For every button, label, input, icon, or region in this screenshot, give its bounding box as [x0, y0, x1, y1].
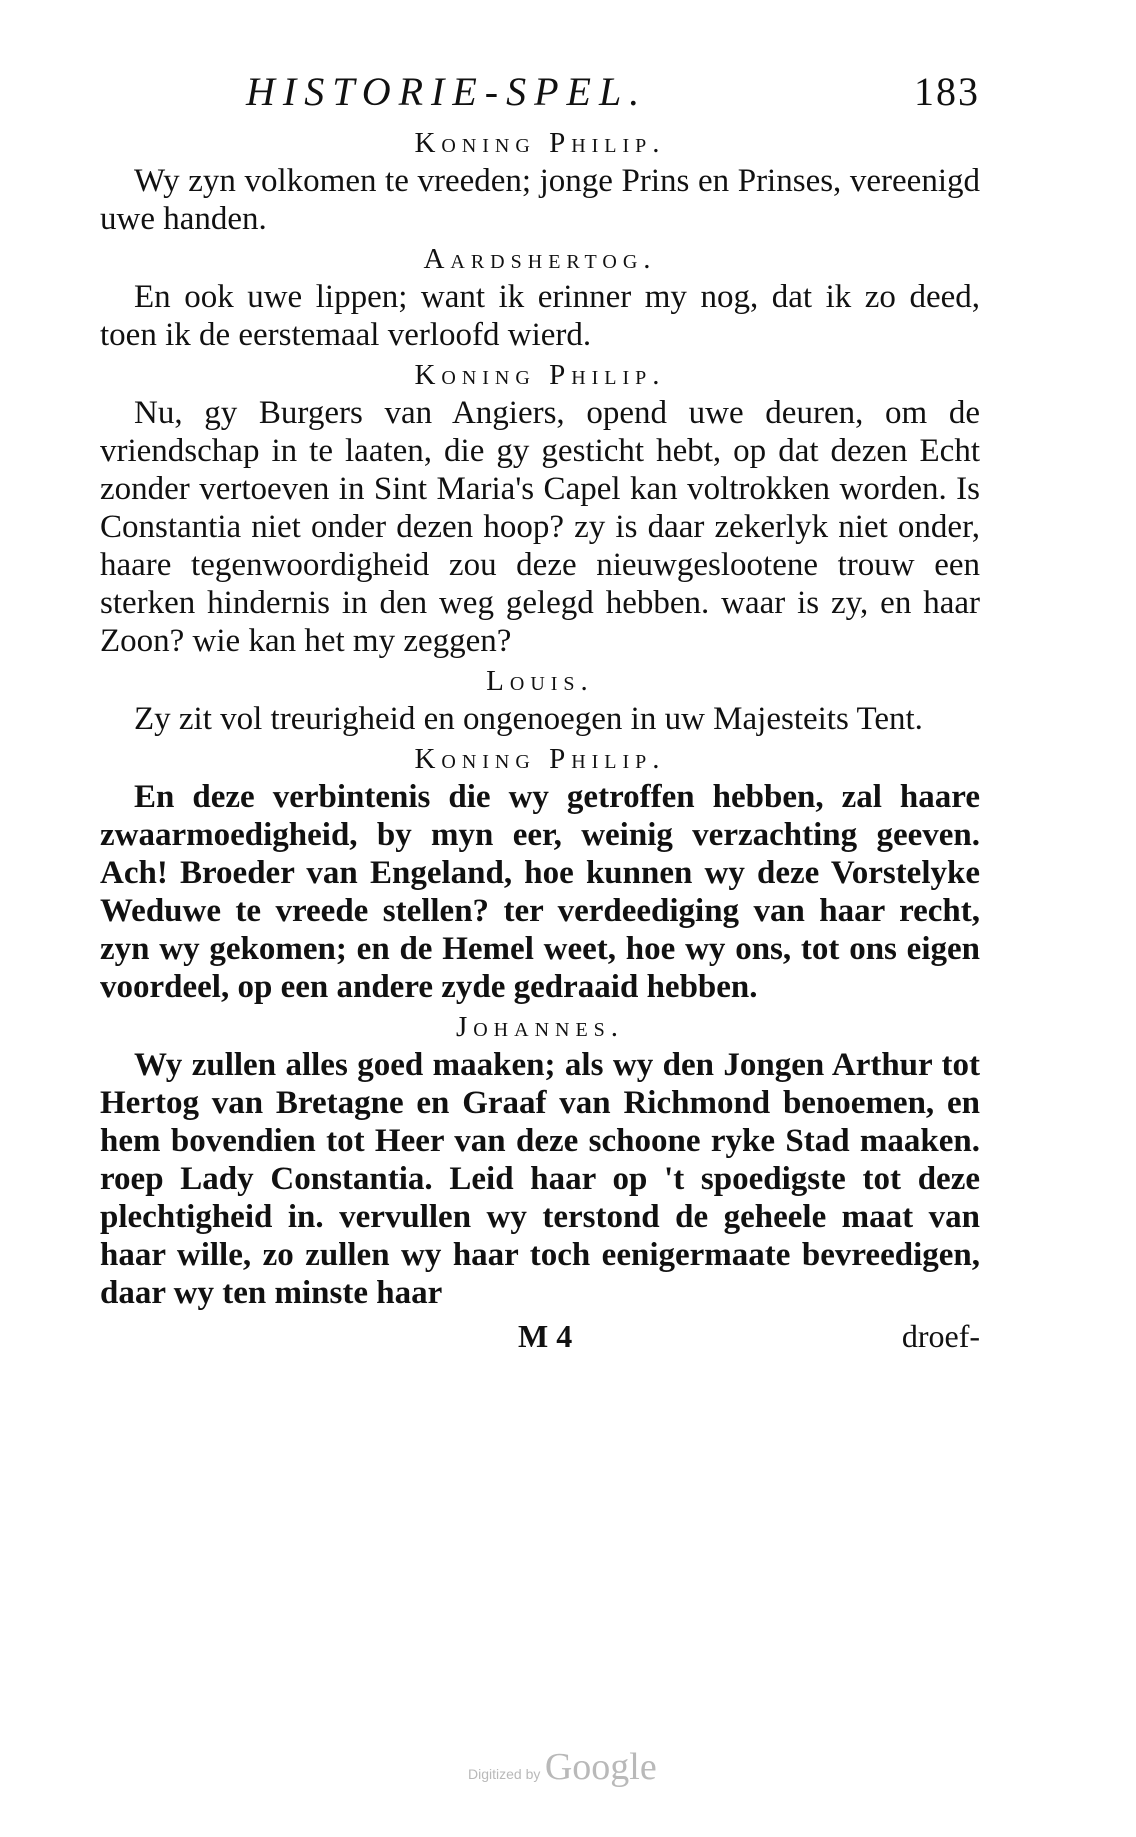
- speaker-name: Johannes.: [455, 1011, 625, 1043]
- running-head: [100, 60, 980, 122]
- watermark-small: Digitized by: [468, 1766, 541, 1782]
- book-page: [100, 60, 980, 1366]
- catchword: droef-: [901, 1318, 980, 1354]
- speaker-name: Koning Philip.: [414, 359, 666, 391]
- speech-text: En ook uwe lippen; want ik erinner my nog, dat ik zo deed, toen ik de eerstemaal verloofd wierd.: [100, 279, 980, 353]
- speech-text: Wy zyn volkomen te vreeden; jonge Prins en Prinses, vereenigd uwe handen.: [100, 163, 980, 237]
- speaker-name: Aardshertog.: [423, 243, 657, 275]
- speech-text: Zy zit vol treurigheid en ongenoegen in uw Majesteits Tent.: [134, 701, 923, 737]
- watermark-logo: Google: [544, 1746, 657, 1788]
- running-title: HISTORIE-SPEL.: [246, 69, 648, 114]
- speech-text: Wy zullen alles goed maaken; als wy den Jongen Arthur tot Hertog van Bretagne en Graaf van Richmond benoemen, en hem bovendien tot Heer van deze schoone ryke Stad maaken. roep Lady Constantia. Leid haar op 't spoedigste tot deze plechtigheid in. vervullen wy terstond de geheele maat van haar wille, zo zullen wy haar toch eenigermaate bevreedigen, daar wy ten minste haar: [100, 1047, 980, 1311]
- digitized-watermark: [468, 1745, 657, 1789]
- speaker-name: Louis.: [486, 665, 594, 697]
- page-footer: [100, 1318, 980, 1366]
- speech-text: Nu, gy Burgers van Angiers, opend uwe deuren, om de vriendschap in te laaten, die gy gesticht hebt, op dat dezen Echt zonder vertoeven in Sint Maria's Capel kan voltrokken worden. Is Constantia niet onder dezen hoop? zy is daar zekerlyk niet onder, haare tegenwoordigheid zou deze nieuwgeslootene trouw een sterken hindernis in den weg gelegd hebben. waar is zy, en haar Zoon? wie kan het my zeggen?: [100, 395, 980, 659]
- speaker-name: Koning Philip.: [414, 127, 666, 159]
- page-number: 183: [914, 69, 980, 114]
- speech-text: En deze verbintenis die wy getroffen hebben, zal haare zwaarmoedigheid, by myn eer, weinig verzachting geeven. Ach! Broeder van Engeland, hoe kunnen wy deze Vorstelyke Weduwe te vreede stellen? ter verdeediging van haar recht, zyn wy gekomen; en de Hemel weet, hoe wy ons, tot ons eigen voordeel, op een andere zyde gedraaid hebben.: [100, 779, 980, 1005]
- speaker-name: Koning Philip.: [414, 743, 666, 775]
- signature-mark: M 4: [518, 1318, 573, 1354]
